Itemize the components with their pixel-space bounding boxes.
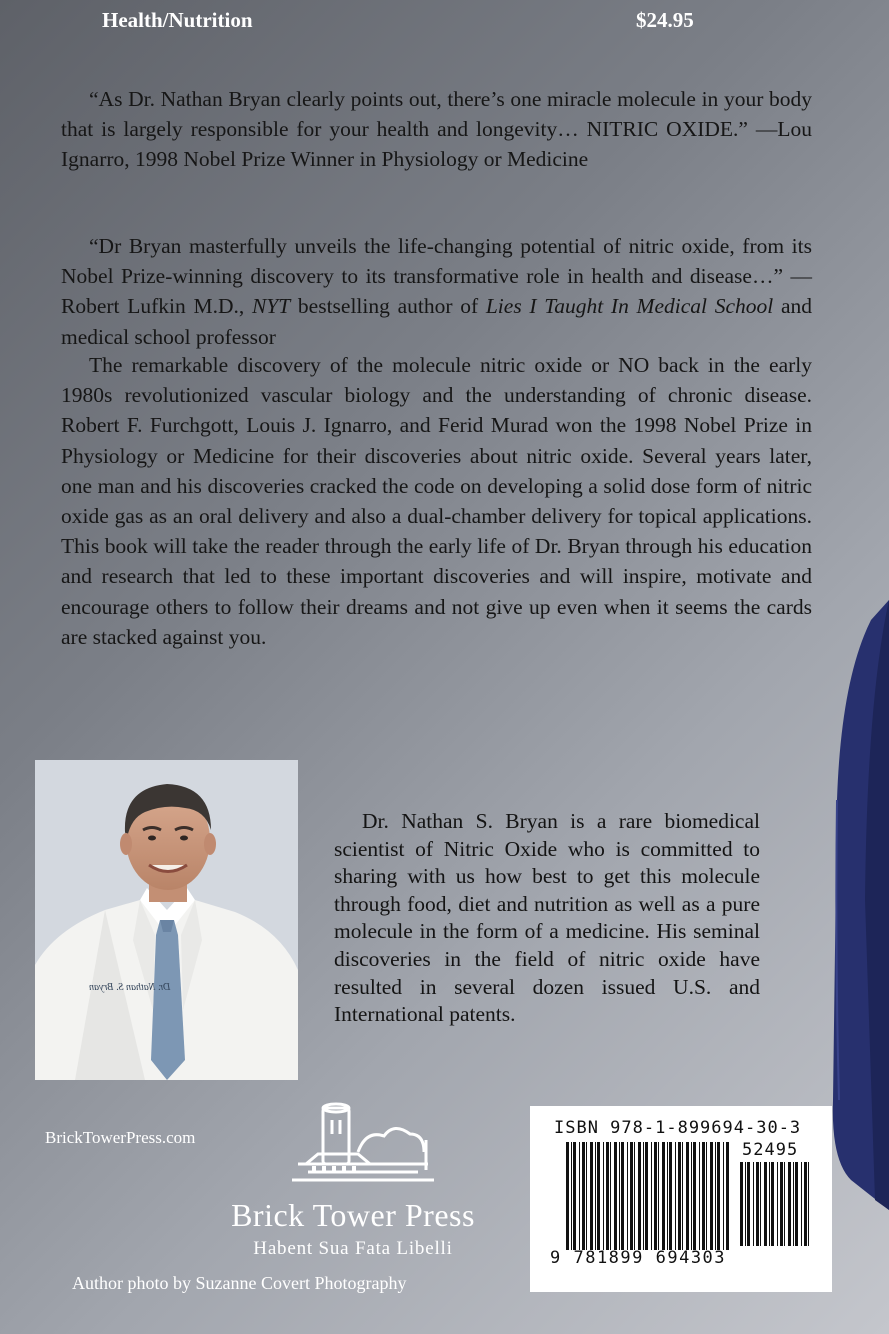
- barcode-bar: [651, 1142, 652, 1250]
- category-label: Health/Nutrition: [102, 8, 253, 32]
- barcode-bar: [603, 1142, 604, 1250]
- barcode-bar: [747, 1162, 750, 1246]
- barcode-bar: [717, 1142, 720, 1250]
- barcode-bar: [715, 1142, 716, 1250]
- quote-text: bestselling author of: [290, 294, 486, 319]
- barcode-bar: [710, 1142, 713, 1250]
- barcode-bar: [723, 1142, 724, 1250]
- quote-text: “Dr Bryan masterfully unveils the life-changing potential of nitric oxide, from its Nobel Prize-winning discovery to its transformative role in health and disease…” —Robert Lufkin M.D.,: [61, 234, 812, 319]
- barcode-bar: [573, 1142, 576, 1250]
- author-figure-partial: [831, 600, 889, 1210]
- barcode-bar: [669, 1142, 672, 1250]
- barcode-bar: [678, 1142, 681, 1250]
- barcode-bar: [606, 1142, 609, 1250]
- isbn-barcode: [530, 1106, 832, 1292]
- barcode-bar: [662, 1142, 665, 1250]
- barcode-bar: [579, 1142, 580, 1250]
- barcode-bar: [619, 1142, 620, 1250]
- barcode-bar: [795, 1162, 798, 1246]
- barcode-bar: [808, 1162, 809, 1246]
- author-bio: Dr. Nathan S. Bryan is a rare biomedical scientist of Nitric Oxide who is committed to sharing with us how best to get this molecule through food, diet and nutrition as well as a pure molecule in the form of a medicine. His seminal discoveries in the field of nitric oxide have resulted in several dozen issued U.S. and International patents.: [334, 809, 760, 1027]
- barcode-bar: [764, 1162, 767, 1246]
- barcode-bar: [801, 1162, 802, 1246]
- coat-embroidery: Dr. Nathan S. Bryan: [89, 982, 171, 993]
- barcode-bar: [590, 1142, 593, 1250]
- barcode-bar: [706, 1142, 707, 1250]
- book-description: The remarkable discovery of the molecule nitric oxide or NO back in the early 1980s revolutionized vascular biology and the understanding of chronic disease. Robert F. Furchgott, Louis J. Ignarro, and Ferid Murad won the 1998 Nobel Prize in Physiology or Medicine for their discoveries about nitric oxide. Several years later, one man and his discoveries cracked the code on developing a solid dose form of nitric oxide gas as an oral delivery and also a dual-chamber delivery for topical applications. This book will take the reader through the early life of Dr. Bryan through his education and research that led to these important discoveries and will inspire, motivate and encourage others to follow their dreams and not give up even when it seems the cards are stacked against you.: [61, 353, 812, 649]
- barcode-bar: [788, 1162, 791, 1246]
- addon-barcode-bars: [740, 1162, 814, 1246]
- barcode-bar: [586, 1142, 587, 1250]
- photo-credit: Author photo by Suzanne Covert Photography: [72, 1273, 407, 1293]
- barcode-bar: [691, 1142, 692, 1250]
- book-title: Lies I Taught In Medical School: [485, 294, 774, 319]
- barcode-bar: [804, 1162, 807, 1246]
- author-photo: [35, 760, 298, 1080]
- price-code: 52495: [742, 1140, 799, 1160]
- barcode-bar: [621, 1142, 624, 1250]
- endorsement-quote-lufkin: [61, 231, 812, 352]
- barcode-bar: [702, 1142, 705, 1250]
- barcode-bar: [682, 1142, 683, 1250]
- barcode-bar: [753, 1162, 754, 1246]
- barcode-bars: [566, 1142, 732, 1250]
- publisher-name: Brick Tower Press: [231, 1197, 475, 1233]
- barcode-bar: [699, 1142, 700, 1250]
- barcode-bar: [630, 1142, 633, 1250]
- barcode-bar: [654, 1142, 657, 1250]
- barcode-bar: [784, 1162, 785, 1246]
- price-label: $24.95: [636, 8, 694, 32]
- barcode-bar: [686, 1142, 689, 1250]
- quote-text: and medical school professor: [61, 294, 812, 349]
- barcode-bar: [740, 1162, 743, 1246]
- publisher-website: BrickTowerPress.com: [45, 1128, 196, 1147]
- barcode-bar: [638, 1142, 641, 1250]
- barcode-bar: [667, 1142, 668, 1250]
- barcode-bar: [756, 1162, 759, 1246]
- barcode-bar: [693, 1142, 696, 1250]
- barcode-bar: [582, 1142, 585, 1250]
- publication-name: NYT: [251, 294, 291, 319]
- barcode-bar: [610, 1142, 611, 1250]
- barcode-bar: [627, 1142, 628, 1250]
- barcode-bar: [566, 1142, 569, 1250]
- barcode-bar: [614, 1142, 617, 1250]
- barcode-bar: [658, 1142, 659, 1250]
- isbn-label: ISBN 978-1-899694-30-3: [554, 1118, 802, 1138]
- barcode-bar: [745, 1162, 746, 1246]
- brick-tower-icon: [288, 1100, 438, 1190]
- barcode-bar: [675, 1142, 676, 1250]
- barcode-bar: [645, 1142, 648, 1250]
- barcode-bar: [760, 1162, 761, 1246]
- barcode-bar: [726, 1142, 729, 1250]
- barcode-bar: [769, 1162, 770, 1246]
- barcode-bar: [634, 1142, 635, 1250]
- barcode-bar: [780, 1162, 783, 1246]
- barcode-bar: [595, 1142, 596, 1250]
- barcode-bar: [771, 1162, 774, 1246]
- endorsement-quote-ignarro: “As Dr. Nathan Bryan clearly points out, there’s one miracle molecule in your body that is largely responsible for your health and longevity… NITRIC OXIDE.” —Lou Ignarro, 1998 Nobel Prize Winner in Physiology or Medicine: [61, 87, 812, 172]
- ean-digits: 9 781899 694303: [550, 1248, 727, 1268]
- barcode-bar: [643, 1142, 644, 1250]
- publisher-motto: Habent Sua Fata Libelli: [253, 1238, 453, 1259]
- barcode-bar: [571, 1142, 572, 1250]
- barcode-bar: [793, 1162, 794, 1246]
- barcode-bar: [777, 1162, 778, 1246]
- barcode-bar: [597, 1142, 600, 1250]
